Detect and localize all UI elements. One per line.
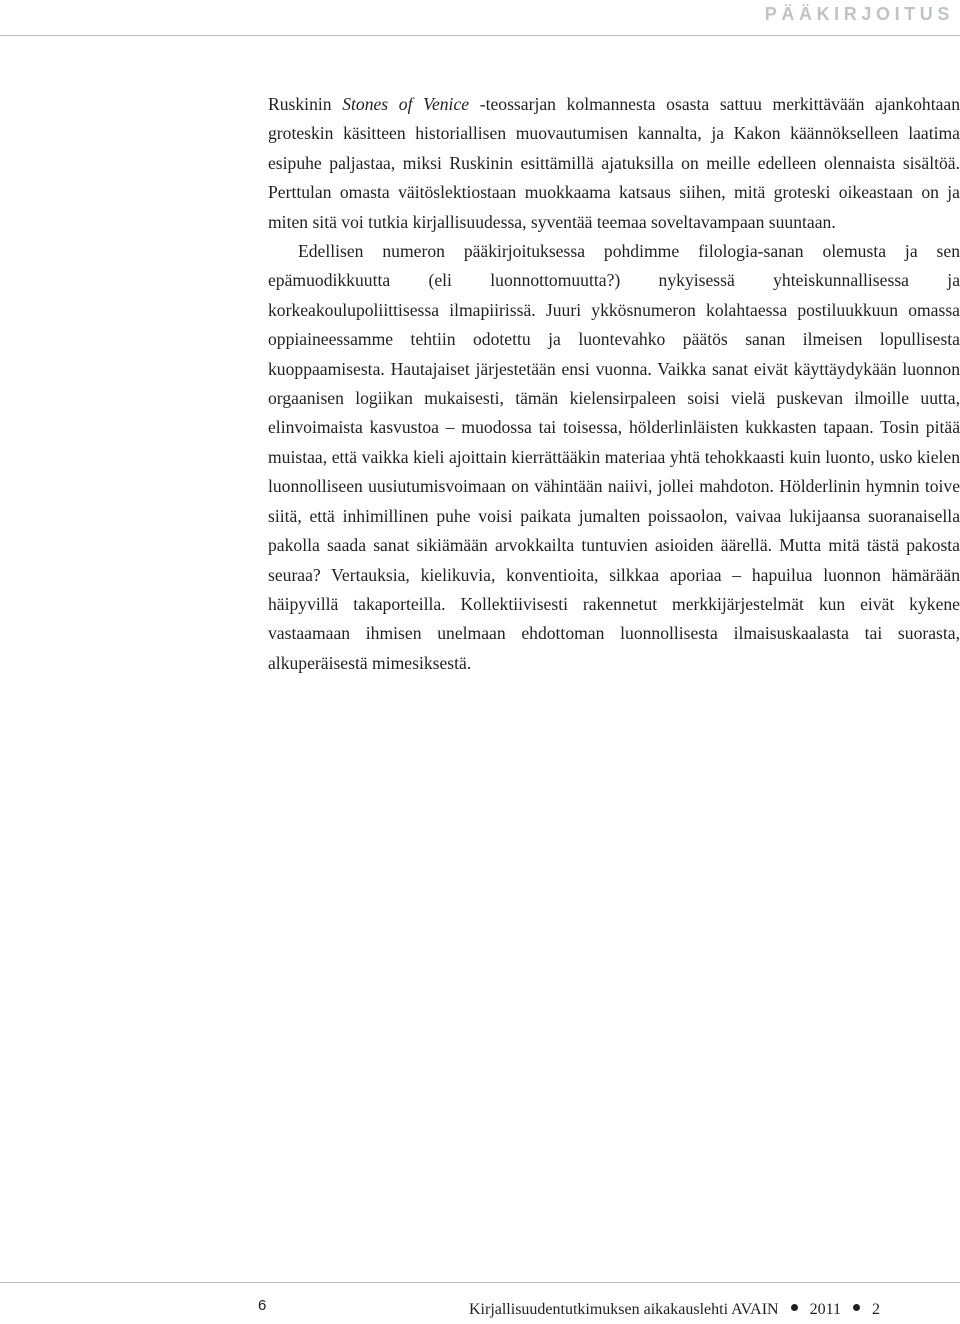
- header-divider: [0, 35, 960, 36]
- journal-year: 2011: [809, 1301, 841, 1318]
- paragraph-1: [268, 90, 960, 237]
- paragraph-1-start: Ruskinin: [268, 94, 343, 114]
- journal-issue: 2: [872, 1301, 880, 1318]
- journal-footer: [469, 1300, 880, 1320]
- bullet-icon: [791, 1304, 798, 1311]
- paragraph-1-rest: -teossarjan kolmannesta osasta sattuu merkittävään ajankohtaan groteskin käsitteen historiallisen muovautumisen kannalta, ja Kakon käännökselleen laatima esipuhe paljastaa, miksi Ruskinin esittämillä ajatuksilla on meille edelleen olennaista sisältöä. Perttulan omasta väitöslektiostaan muokkaama katsaus siihen, mitä groteski oikeastaan on ja miten sitä voi tutkia kirjallisuudessa, syventää teemaa soveltavampaan suuntaan.: [268, 94, 960, 232]
- paragraph-2: Edellisen numeron pääkirjoituksessa pohdimme filologia-sanan olemusta ja sen epämuodikkuutta (eli luonnottomuutta?) nykyisessä yhteiskunnallisessa ja korkeakoulupoliittisessa ilmapiirissä. Juuri ykkösnumeron kolahtaessa postiluukkuun omassa oppiaineessamme tehtiin odotettu ja luontevahko päätös sanan ilmeisen lopullisesta kuoppaamisesta. Hautajaiset järjestetään ensi vuonna. Vaikka sanat eivät käyttäydykään luonnon orgaanisen logiikan mukaisesti, tämän kielensirpaleen soisi vielä puskevan ilmoille uutta, elinvoimaista kasvustoa – muodossa tai toisessa, hölderlinläisten kukkasten tapaan. Tosin pitää muistaa, että vaikka kieli ajoittain kierrättääkin materiaa yhtä tehokkaasti kuin luonto, usko kielen luonnolliseen uusiutumisvoimaan on vähintään naiivi, jollei mahdoton. Hölderlinin hymnin toive siitä, että inhimillinen puhe voisi paikata jumalten poissaolon, vaivaa lukijaansa suoranaisella pakolla saada sanat sikiämään arvokkailta tuntuvien asioiden äärellä. Mutta mitä tästä pakosta seuraa? Vertauksia, kielikuvia, konventioita, silkkaa aporiaa – hapuilua luonnon hämärään häipyvillä takaporteilla. Kollektiivisesti rakennetut merkkijärjestelmät kun eivät kykene vastaamaan ihmisen unelmaan ehdottoman luonnollisesta ilmaisuskaalasta tai suorasta, alkuperäisestä mimesiksestä.: [268, 241, 960, 673]
- article-body: [268, 90, 960, 678]
- section-label: PÄÄKIRJOITUS: [764, 4, 954, 24]
- journal-name: Kirjallisuudentutkimuksen aikakauslehti AVAIN: [468, 1301, 779, 1318]
- bullet-icon: [853, 1304, 860, 1311]
- page-number: 6: [258, 1297, 267, 1314]
- footer-divider: [0, 1282, 960, 1283]
- book-title: Stones of Venice: [342, 94, 470, 114]
